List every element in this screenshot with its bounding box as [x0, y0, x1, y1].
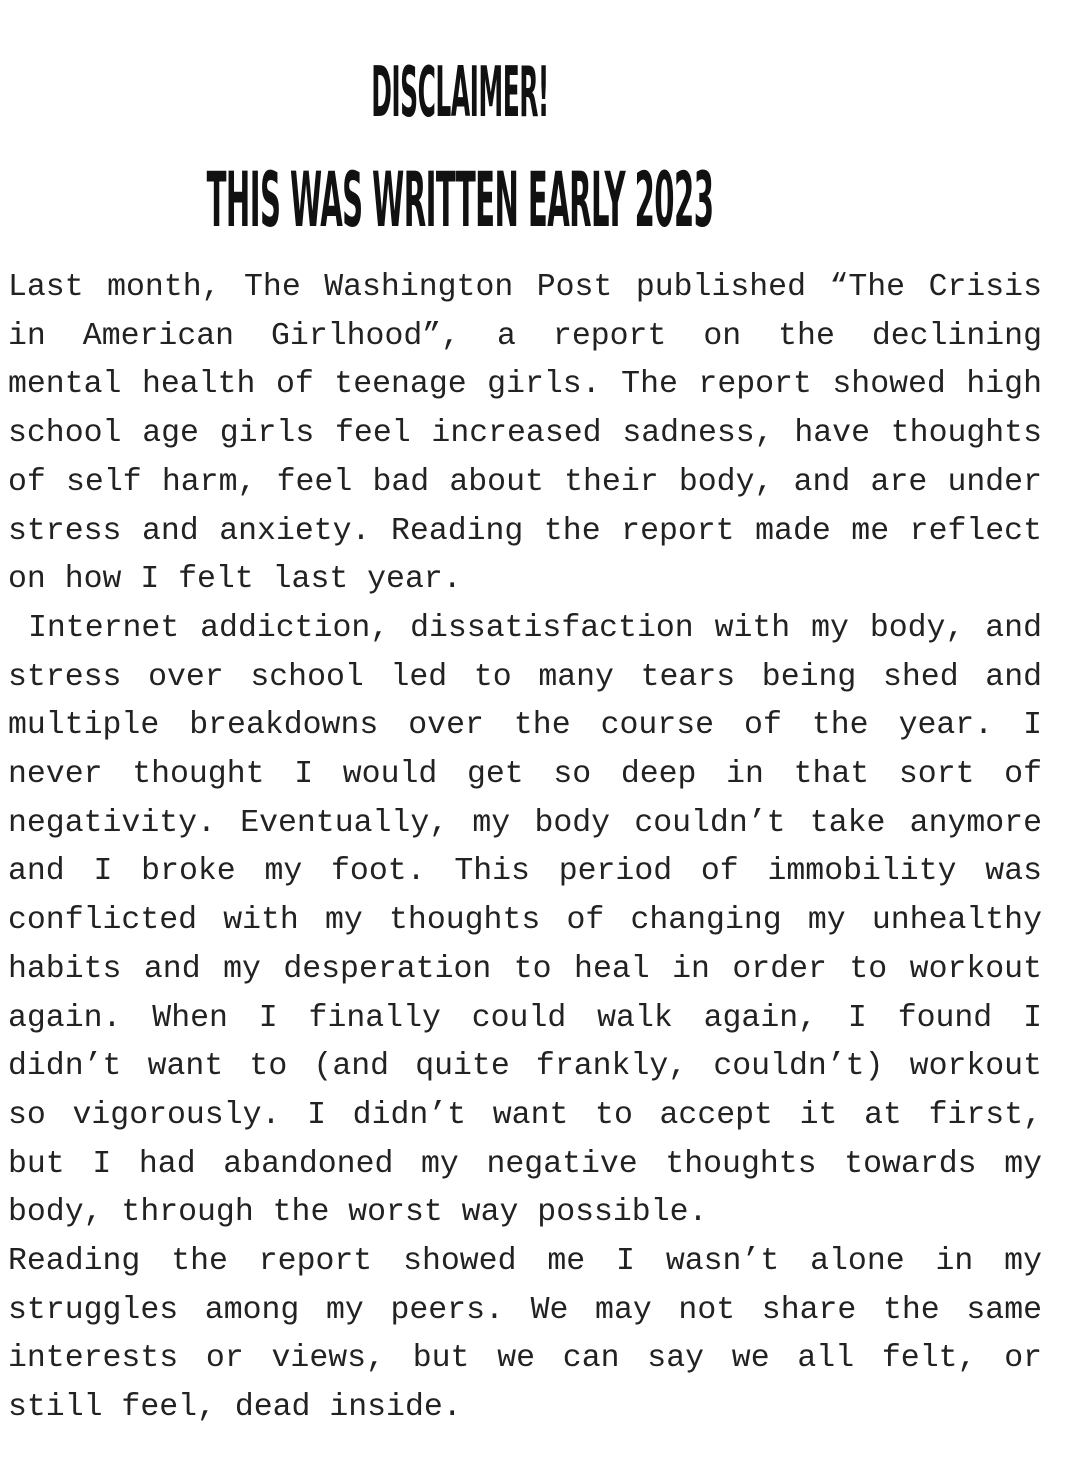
- paragraph-3: Reading the report showed me I wasn’t alone in my struggles among my peers. We may not share the same interests or views, but we can say we all felt, or still feel, dead inside.: [8, 1244, 1042, 1426]
- paragraph-1: Last month, The Washington Post published “The Crisis in American Girlhood”, a report on the declining mental health of teenage girls. The report showed high school age girls feel increased sadness, have thoughts of self harm, feel bad about their body, and are under stress and anxiety. Reading the report made me reflect on how I felt last year.: [8, 270, 1042, 598]
- written-date-heading: THIS WAS WRITTEN EARLY 2023: [206, 158, 714, 245]
- paragraph-2: Internet addiction, dissatisfaction with my body, and stress over school led to many tears being shed and multiple breakdowns over the course of the year. I never thought I would get so deep in that sort of negativity. Eventually, my body couldn’t take anymore and I broke my foot. This period of immobility was conflicted with my thoughts of changing my unhealthy habits and my desperation to heal in order to workout again. When I finally could walk again, I found I didn’t want to (and quite frankly, couldn’t) workout so vigorously. I didn’t want to accept it at first, but I had abandoned my negative thoughts towards my body, through the worst way possible.: [8, 610, 1042, 1231]
- essay-body: [8, 264, 1042, 1433]
- disclaimer-heading: DISCLAIMER!: [371, 52, 549, 134]
